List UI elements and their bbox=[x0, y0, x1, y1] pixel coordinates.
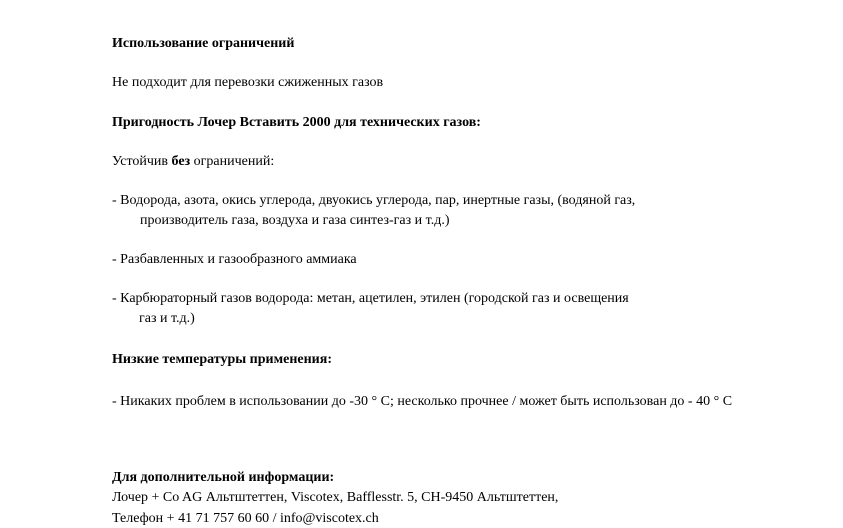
list-item-3-line2: газ и т.д.) bbox=[139, 311, 195, 326]
resistant-suffix: ограничений: bbox=[190, 154, 275, 169]
more-info-heading: Для дополнительной информации: bbox=[112, 470, 335, 485]
resistant-line bbox=[112, 153, 274, 171]
list-item-3-line1: - Карбюраторный газов водорода: метан, ацетилен, этилен (городской газ и освещения bbox=[112, 291, 629, 306]
contact-line-1: Лочер + Co AG Альтштеттен, Viscotex, Bafflesstr. 5, CH-9450 Альтштеттен, bbox=[112, 490, 559, 505]
suitability-heading: Пригодность Лочер Вставить 2000 для технических газов: bbox=[112, 115, 481, 130]
list-item-1-line2: производитель газа, воздуха и газа синтез-газ и т.д.) bbox=[140, 213, 450, 228]
resistant-prefix: Устойчив bbox=[112, 154, 172, 169]
resistant-bold: без bbox=[171, 154, 191, 169]
list-item-2: - Разбавленных и газообразного аммиака bbox=[112, 252, 357, 267]
low-temp-heading: Низкие температуры применения: bbox=[112, 352, 332, 367]
list-item-1-line1: - Водорода, азота, окись углерода, двуокись углерода, пар, инертные газы, (водяной газ, bbox=[112, 193, 636, 208]
usage-text: Не подходит для перевозки сжиженных газов bbox=[112, 75, 384, 90]
contact-line-2: Телефон + 41 71 757 60 60 / info@viscotex.ch bbox=[112, 511, 379, 526]
usage-heading: Использование ограничений bbox=[112, 36, 295, 51]
low-temp-text: - Никаких проблем в использовании до -30 ° C; несколько прочнее / может быть использован до - 40 ° C bbox=[112, 394, 733, 409]
